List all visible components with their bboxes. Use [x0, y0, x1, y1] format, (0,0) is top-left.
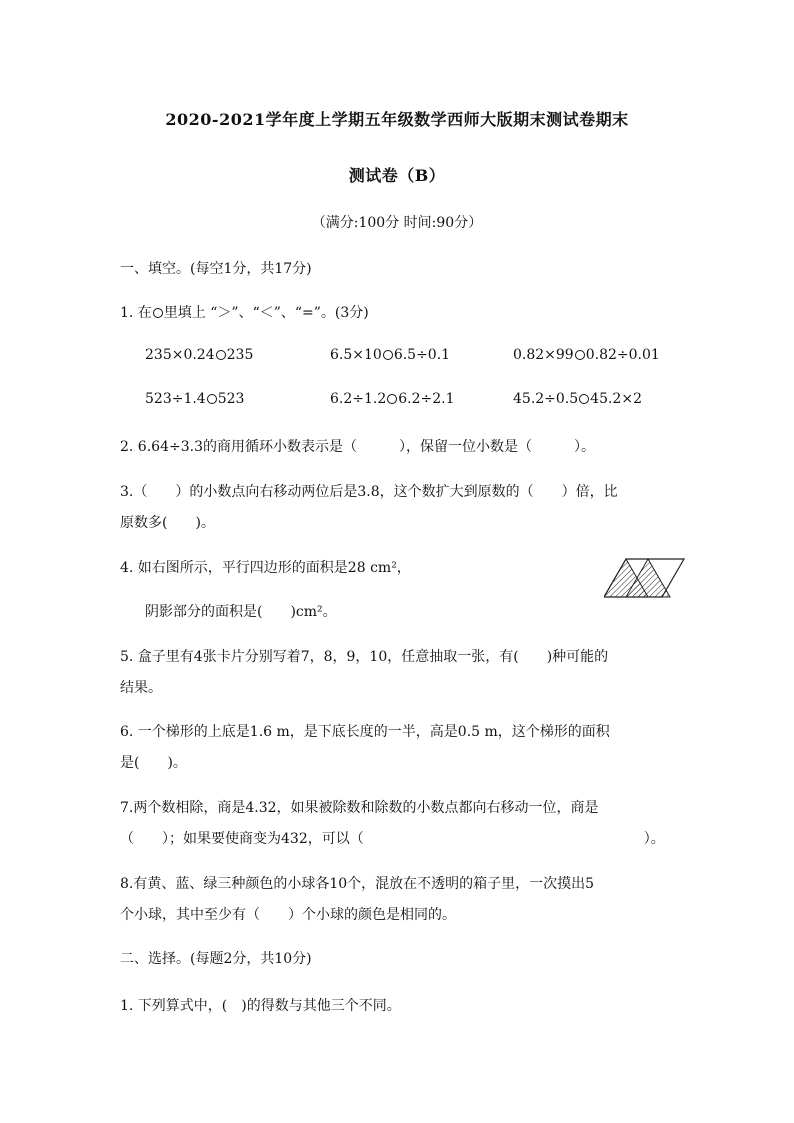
q4-text-line2: 阴影部分的面积是( )cm²。: [145, 604, 337, 620]
q1-prompt-pre: 1. 在: [120, 305, 152, 321]
compare-item-2: [330, 347, 450, 363]
circle-icon[interactable]: [383, 350, 393, 360]
q4-text-line1: 4. 如右图所示，平行四边形的面积是28 cm²，: [120, 560, 411, 576]
compare-right: 0.82÷0.01: [585, 347, 660, 363]
q2-text: 2. 6.64÷3.3的商用循环小数表示是（ ），保留一位小数是（ ）。: [120, 439, 595, 455]
circle-icon[interactable]: [387, 394, 397, 404]
compare-left: 0.82×99: [513, 347, 574, 363]
q1-prompt-post: 里填上 “＞”、“＜”、“=”。(3分): [163, 305, 369, 321]
compare-item-1: [145, 347, 253, 363]
exam-subtitle: （满分:100分 时间:90分）: [311, 215, 483, 231]
parallelogram-figure: [604, 557, 686, 599]
circle-icon[interactable]: [207, 394, 217, 404]
q5-text-line1: 5. 盒子里有4张卡片分别写着7，8，9，10，任意抽取一张，有( )种可能的: [120, 649, 609, 665]
compare-item-4: [145, 391, 244, 407]
compare-item-3: [513, 347, 660, 363]
q8-text-line2: 个小球，其中至少有（ ）个小球的颜色是相同的。: [120, 907, 456, 923]
q7-text-line2: （ ）；如果要使商变为432，可以（ ）。: [120, 831, 665, 847]
compare-left: 6.5×10: [330, 347, 382, 363]
s2-q1-text: 1. 下列算式中，( )的得数与其他三个不同。: [120, 998, 401, 1014]
circle-icon[interactable]: [575, 350, 585, 360]
compare-right: 523: [217, 391, 245, 407]
compare-right: 6.5÷0.1: [393, 347, 451, 363]
exam-title-line1: 2020-2021学年度上学期五年级数学西师大版期末测试卷期末: [165, 110, 629, 129]
exam-title-line2: 测试卷（B）: [348, 166, 446, 185]
section1-heading: 一、填空。(每空1分，共17分): [120, 261, 312, 277]
section2-heading: 二、选择。(每题2分，共10分): [120, 951, 312, 967]
q3-text-line2: 原数多( )。: [120, 515, 215, 531]
q6-text-line2: 是( )。: [120, 755, 187, 771]
compare-left: 6.2÷1.2: [330, 391, 387, 407]
q7-text-line1: 7.两个数相除，商是4.32，如果被除数和除数的小数点都向右移动一位，商是: [120, 800, 599, 816]
circle-icon[interactable]: [579, 394, 589, 404]
compare-right: 235: [226, 347, 254, 363]
q5-text-line2: 结果。: [120, 680, 162, 696]
q8-text-line1: 8.有黄、蓝、绿三种颜色的小球各10个，混放在不透明的箱子里，一次摸出5: [120, 876, 595, 892]
compare-right: 6.2÷2.1: [398, 391, 455, 407]
q3-text-line1: 3.（ ）的小数点向右移动两位后是3.8，这个数扩大到原数的（ ）倍，比: [120, 484, 618, 500]
circle-icon[interactable]: [216, 350, 226, 360]
compare-item-5: [330, 391, 455, 407]
compare-left: 523÷1.4: [145, 391, 206, 407]
circle-icon: [153, 308, 163, 318]
q1-prompt: [120, 302, 369, 322]
compare-right: 45.2×2: [590, 391, 642, 407]
compare-item-6: [513, 391, 642, 407]
compare-left: 235×0.24: [145, 347, 215, 363]
compare-left: 45.2÷0.5: [513, 391, 579, 407]
q6-text-line1: 6. 一个梯形的上底是1.6 m，是下底长度的一半，高是0.5 m，这个梯形的面积: [120, 724, 610, 740]
